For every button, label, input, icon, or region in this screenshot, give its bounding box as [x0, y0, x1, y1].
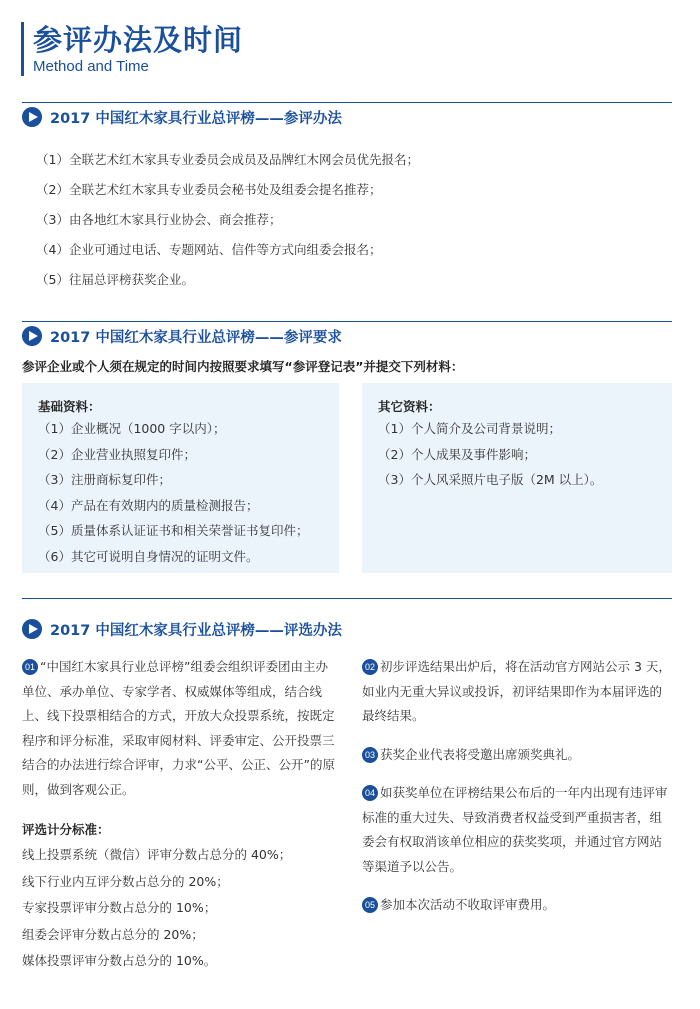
other-materials-box — [362, 383, 672, 573]
list-item: （6）其它可说明自身情况的证明文件。 — [38, 548, 259, 564]
list-item: （4）产品在有效期内的质量检测报告； — [38, 497, 259, 513]
number-badge: 02 — [362, 659, 378, 675]
selection-paragraph — [362, 781, 674, 879]
play-circle-icon — [22, 619, 42, 639]
header-accent-bar — [21, 22, 24, 76]
selection-paragraph — [362, 893, 674, 918]
list-item: （3）由各地红木家具行业协会、商会推荐； — [36, 212, 282, 227]
score-item: 组委会评审分数占总分的 20%； — [22, 926, 204, 942]
section-divider — [22, 102, 672, 103]
score-item: 专家投票评审分数占总分的 10%； — [22, 900, 217, 915]
score-standard-title: 评选计分标准： — [22, 822, 110, 837]
paragraph-text: 如获奖单位在评榜结果公布后的一年内出现有违评审标准的重大过失、导致消费者权益受到严重损害者，组委会有权取消该单位相应的获奖奖项，并通过官方网站等渠道予以公告。 — [362, 785, 668, 874]
method-list — [36, 150, 419, 300]
paragraph-text: 获奖企业代表将受邀出席颁奖典礼。 — [380, 746, 581, 762]
section-title: 2017 中国红木家具行业总评榜——参评要求 — [50, 329, 342, 346]
selection-paragraph — [22, 655, 340, 802]
box-title: 其它资料： — [378, 399, 441, 414]
list-item: （1）全联艺术红木家具专业委员会成员及品牌红木网会员优先报名； — [36, 152, 419, 167]
number-badge: 04 — [362, 785, 378, 801]
section-heading-method — [22, 106, 342, 128]
play-circle-icon — [22, 326, 42, 346]
section-title: 2017 中国红木家具行业总评榜——参评办法 — [50, 110, 342, 127]
paragraph-text: 参加本次活动不收取评审费用。 — [380, 897, 556, 912]
section-divider — [22, 598, 672, 599]
section-heading-selection — [22, 618, 342, 640]
list-item: （3）注册商标复印件； — [38, 472, 171, 487]
number-badge: 03 — [362, 747, 378, 763]
selection-right-column — [362, 655, 674, 932]
basic-materials-box — [22, 383, 339, 573]
selection-paragraph — [362, 655, 674, 729]
score-item: 媒体投票评审分数占总分的 10%。 — [22, 953, 217, 968]
score-item: 线上投票系统（微信）评审分数占总分的 40%； — [22, 847, 292, 862]
play-circle-icon — [22, 107, 42, 127]
list-item: （2）个人成果及事件影响； — [378, 446, 536, 462]
box-title: 基础资料： — [38, 399, 101, 414]
section-title: 2017 中国红木家具行业总评榜——评选办法 — [50, 622, 342, 639]
section-heading-requirements — [22, 325, 342, 347]
list-item: （2）企业营业执照复印件； — [38, 446, 196, 462]
number-badge: 01 — [22, 659, 38, 675]
page-title: 参评办法及时间 — [33, 23, 244, 57]
paragraph-text: 初步评选结果出炉后，将在活动官方网站公示 3 天，如业内无重大异议或投诉，初评结果即作为本届评选的最终结果。 — [362, 659, 671, 723]
number-badge: 05 — [362, 897, 378, 913]
selection-paragraph — [362, 743, 674, 768]
score-item: 线下行业内互评分数占总分的 20%； — [22, 873, 229, 889]
requirements-intro: 参评企业或个人须在规定的时间内按照要求填写“参评登记表”并提交下列材料： — [22, 359, 464, 374]
list-item: （3）个人风采照片电子版（2M 以上）。 — [378, 472, 603, 487]
list-item: （5）往届总评榜获奖企业。 — [36, 272, 194, 287]
list-item: （2）全联艺术红木家具专业委员会秘书处及组委会提名推荐； — [36, 182, 382, 197]
list-item: （4）企业可通过电话、专题网站、信件等方式向组委会报名； — [36, 242, 382, 257]
page-subtitle: Method and Time — [33, 58, 149, 75]
paragraph-text: “中国红木家具行业总评榜”组委会组织评委团由主办单位、承办单位、专家学者、权威媒体等组成，结合线上、线下投票相结合的方式，开放大众投票系统，按既定程序和评分标准，采取审阅材料、评委审定、公开投票三结合的办法进行综合评审，力求“公平、公正、公开”的原则，做到客观公正。 — [22, 659, 335, 797]
section-divider — [22, 321, 672, 322]
list-item: （5）质量体系认证证书和相关荣誉证书复印件； — [38, 523, 309, 538]
list-item: （1）个人简介及公司背景说明； — [378, 421, 561, 436]
selection-left-column — [22, 655, 340, 975]
list-item: （1）企业概况（1000 字以内）； — [38, 421, 226, 436]
